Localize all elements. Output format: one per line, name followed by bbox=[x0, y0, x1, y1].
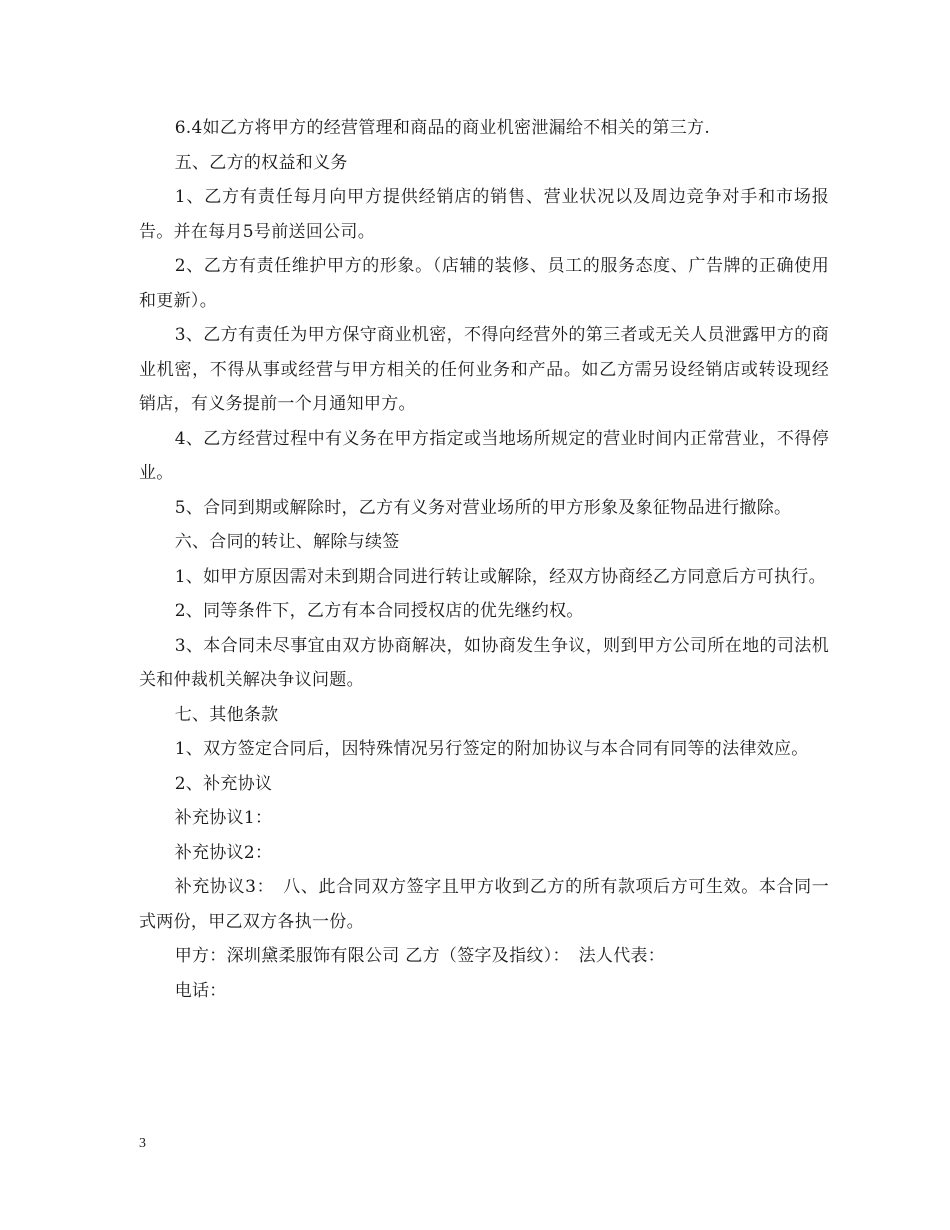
clause-6-3: 3、本合同未尽事宜由双方协商解决，如协商发生争议，则到甲方公司所在地的司法机关和仲裁机关解决争议问题。 bbox=[139, 635, 829, 690]
phone-line: 电话： bbox=[174, 980, 227, 1001]
section-heading-7: 七、其他条款 bbox=[174, 704, 279, 725]
signature-line: 甲方：深圳黛柔服饰有限公司 乙方（签字及指纹）： 法人代表： bbox=[174, 946, 666, 966]
section-heading-5: 五、乙方的权益和义务 bbox=[174, 152, 348, 173]
clause-7-1: 1、双方签定合同后，因特殊情况另行签定的附加协议与本合同有同等的法律效应。 bbox=[174, 739, 809, 759]
clause-6-4: 6.4如乙方将甲方的经营管理和商品的商业机密泄漏给不相关的第三方. bbox=[174, 118, 711, 138]
supplement-2: 补充协议2： bbox=[174, 842, 273, 863]
supplement-3: 补充协议3： 八、此合同双方签字且甲方收到乙方的所有款项后方可生效。本合同一式两份，甲乙双方各执一份。 bbox=[139, 877, 829, 932]
section-heading-6: 六、合同的转让、解除与续签 bbox=[174, 532, 400, 552]
clause-5-4: 4、乙方经营过程中有义务在甲方指定或当地场所规定的营业时间内正常营业，不得停业。 bbox=[139, 428, 829, 483]
clause-5-5: 5、合同到期或解除时，乙方有义务对营业场所的甲方形象及象征物品进行撤除。 bbox=[174, 497, 792, 518]
clause-5-2: 2、乙方有责任维护甲方的形象。（店辅的装修、员工的服务态度、广告牌的正确使用和更新）。 bbox=[139, 256, 829, 311]
clause-6-2: 2、同等条件下，乙方有本合同授权店的优先继约权。 bbox=[174, 601, 584, 621]
document-body bbox=[139, 111, 829, 1008]
supplement-1: 补充协议1： bbox=[174, 808, 273, 828]
clause-7-2: 2、补充协议 bbox=[174, 773, 273, 794]
clause-6-1: 1、如甲方原因需对未到期合同进行转让或解除，经双方协商经乙方同意后方可执行。 bbox=[174, 566, 826, 587]
clause-5-1: 1、乙方有责任每月向甲方提供经销店的销售、营业状况以及周边竞争对手和市场报告。并在每月5号前送回公司。 bbox=[139, 187, 829, 242]
clause-5-3: 3、乙方有责任为甲方保守商业机密，不得向经营外的第三者或无关人员泄露甲方的商业机密，不得从事或经营与甲方相关的任何业务和产品。如乙方需另设经销店或转设现经销店，有义务提前一个月通知甲方。 bbox=[139, 325, 829, 414]
page-number: 3 bbox=[139, 1136, 146, 1151]
